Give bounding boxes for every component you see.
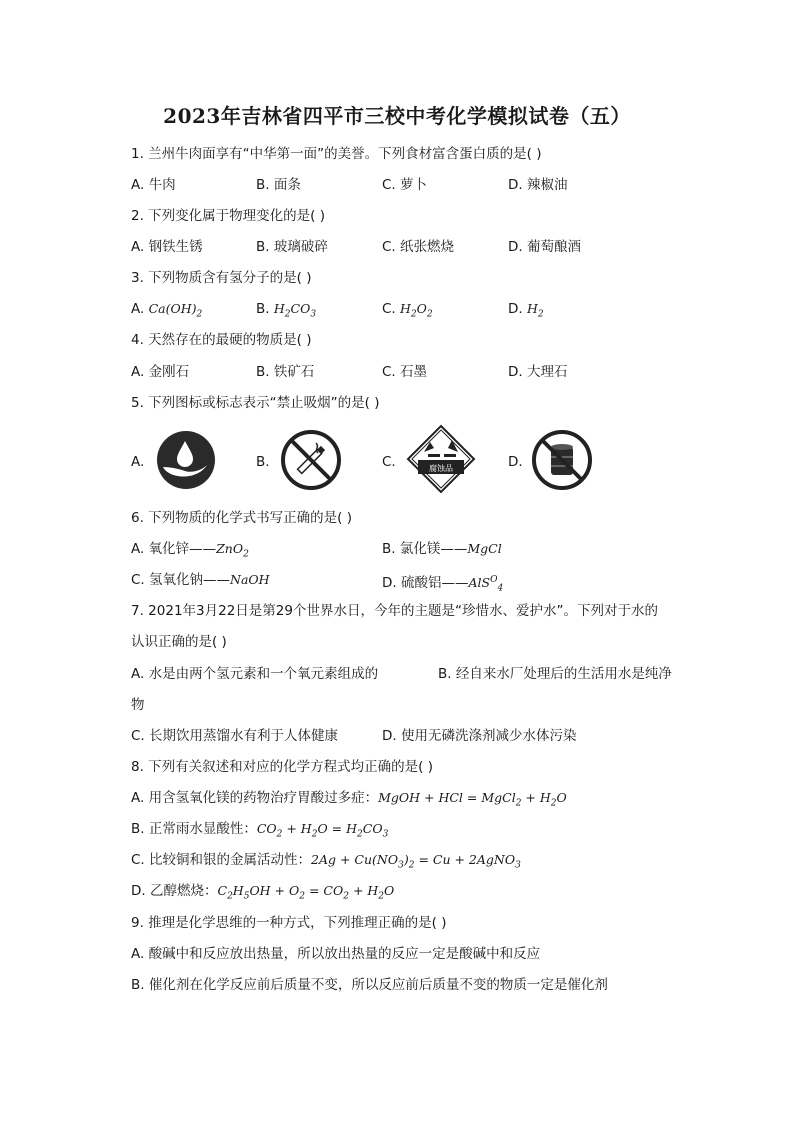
q2-option-c: C. 纸张燃烧 — [382, 239, 455, 255]
q8-option-d: D. 乙醇燃烧：$C_2H_5OH + O_2 = CO_2 + H_2O$ — [131, 883, 395, 902]
q1-option-d: D. 辣椒油 — [508, 177, 568, 193]
q7-option-d: D. 使用无磷洗涤剂减少水体污染 — [382, 728, 577, 744]
q8-option-a: A. 用含氢氧化镁的药物治疗胃酸过多症：MgOH + HCl = MgCl$_2$ + $H_2O$ — [131, 790, 567, 809]
q1-option-b: B. 面条 — [256, 177, 301, 193]
q6-option-d: D. 硫酸铝——AlS$^O_4$ — [382, 575, 504, 594]
q3-option-d: D. $H_2$ — [508, 301, 544, 320]
question-5-stem: 5. 下列图标或标志表示“禁止吸烟”的是( ) — [131, 395, 380, 411]
q4-option-d: D. 大理石 — [508, 364, 568, 380]
question-4-stem: 4. 天然存在的最硬的物质是( ) — [131, 332, 312, 348]
q1-option-a: A. 牛肉 — [131, 177, 176, 193]
question-7-stem-cont: 认识正确的是( ) — [131, 634, 227, 650]
q5-option-a: A. — [131, 454, 145, 470]
q3-option-a: A. $Ca(OH)_2$ — [131, 301, 203, 320]
question-8-stem: 8. 下列有关叙述和对应的化学方程式均正确的是( ) — [131, 759, 433, 775]
no-barrel-icon — [531, 429, 593, 491]
question-9-stem: 9. 推理是化学思维的一种方式，下列推理正确的是( ) — [131, 915, 447, 931]
q7-option-b-cont: 物 — [131, 697, 145, 713]
corrosive-sign-icon — [406, 424, 476, 494]
page-title: 2023年吉林省四平市三校中考化学模拟试卷（五） — [163, 104, 631, 128]
no-smoking-icon — [280, 429, 342, 491]
q3-option-b: B. $H_2CO_3$ — [256, 301, 317, 320]
q9-option-a: A. 酸碱中和反应放出热量，所以放出热量的反应一定是酸碱中和反应 — [131, 946, 541, 962]
q7-option-b: B. 经自来水厂处理后的生活用水是纯净 — [438, 666, 672, 682]
q5-option-c: C. — [382, 454, 396, 470]
q2-option-d: D. 葡萄酿酒 — [508, 239, 581, 255]
q2-option-b: B. 玻璃破碎 — [256, 239, 328, 255]
q8-option-b: B. 正常雨水显酸性：$CO_2 + H_2O = H_2CO_3$ — [131, 821, 389, 840]
q4-option-a: A. 金刚石 — [131, 364, 190, 380]
q6-option-a: A. 氧化锌——ZnO$_2$ — [131, 541, 249, 560]
corrosive-label: 腐蚀品 — [429, 464, 453, 473]
q7-option-c: C. 长期饮用蒸馏水有利于人体健康 — [131, 728, 339, 744]
question-6-stem: 6. 下列物质的化学式书写正确的是( ) — [131, 510, 352, 526]
question-2-stem: 2. 下列变化属于物理变化的是( ) — [131, 208, 325, 224]
question-3-stem: 3. 下列物质含有氢分子的是( ) — [131, 270, 312, 286]
q6-option-b: B. 氯化镁——MgCl — [382, 541, 502, 557]
q6-option-c: C. 氢氧化钠——NaOH — [131, 572, 270, 588]
q8-option-c: C. 比较铜和银的金属活动性：$2Ag + Cu(NO_3)_2 = Cu$ + 2AgNO$_3$ — [131, 852, 521, 871]
water-drop-icon — [155, 429, 217, 491]
question-7-stem: 7. 2021年3月22日是第29个世界水日，今年的主题是“珍惜水、爱护水”。下列对于水的 — [131, 603, 658, 619]
q7-option-a: A. 水是由两个氢元素和一个氧元素组成的 — [131, 666, 379, 682]
q9-option-b: B. 催化剂在化学反应前后质量不变，所以反应前后质量不变的物质一定是催化剂 — [131, 977, 608, 993]
q1-option-c: C. 萝卜 — [382, 177, 428, 193]
question-1-stem: 1. 兰州牛肉面享有“中华第一面”的美誉。下列食材富含蛋白质的是( ) — [131, 146, 542, 162]
q5-option-b: B. — [256, 454, 270, 470]
q4-option-c: C. 石墨 — [382, 364, 428, 380]
q2-option-a: A. 钢铁生锈 — [131, 239, 203, 255]
q4-option-b: B. 铁矿石 — [256, 364, 315, 380]
q5-option-d: D. — [508, 454, 523, 470]
q3-option-c: C. $H_2O_2$ — [382, 301, 433, 320]
